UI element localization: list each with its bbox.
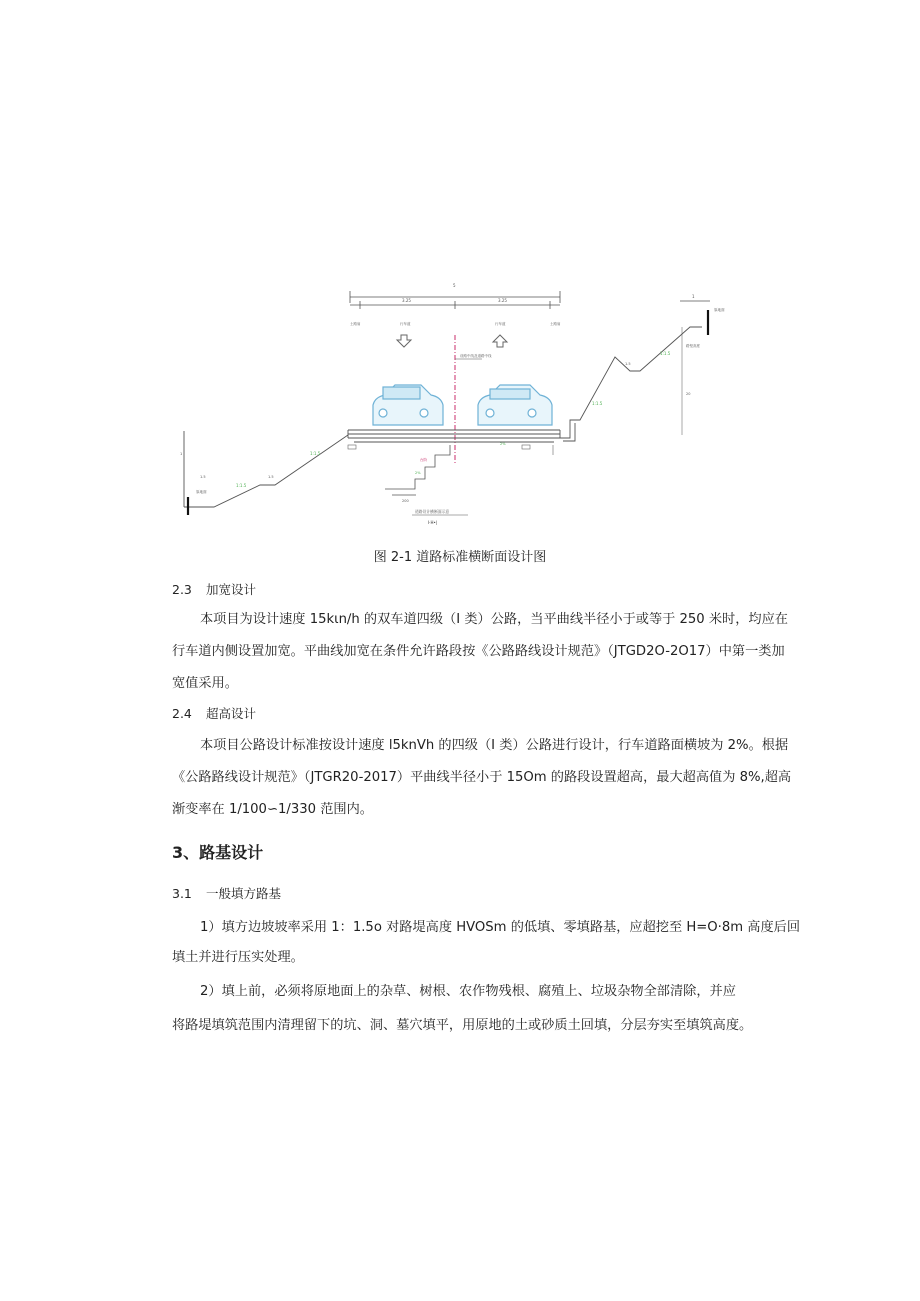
road-cross-section-figure: [170, 275, 730, 525]
item-1-line-1: 1）填方边坡坡率采用 1：1.5o 对路堤高度 HVOSm 的低填、零填路基，应超挖至 H=O·8m 高度后回: [200, 920, 801, 935]
section-title: 超高设计: [205, 706, 256, 721]
dim-total: 5: [453, 283, 456, 288]
section-2-3-heading: [172, 580, 256, 598]
lane-label-3: 行车道: [495, 322, 506, 326]
left-slope-label-2: 1:1.5: [310, 451, 321, 456]
item-2-line-1: 2）填上前，必须将原地面上的杂草、树根、农作物残根、腐殖上、垃圾杂物全部清除，并应: [200, 984, 736, 999]
para-2-3-line-1: 本项目为设计速度 15kιn∕h 的双车道四级（I 类）公路，当平曲线半径小于或等于 250 米时，均应在: [200, 612, 788, 627]
lane-label-1: 土路肩: [350, 322, 361, 326]
right-slope-label-1: 1:1.5: [592, 401, 603, 406]
para-2-3-line-2: 行车道内侧设置加宽。平曲线加宽在条件允许路段按《公路路线设计规范》（JTGD2O-2O17）中第一类加: [172, 644, 785, 659]
section-number: 3.1: [172, 886, 192, 901]
car-right-icon: [478, 385, 552, 425]
right-height-label: 路堑高度: [686, 344, 700, 348]
para-2-3-line-3: 宽值采用。: [172, 676, 238, 691]
section-number: 2.3: [172, 582, 192, 597]
para-2-4-line-1: 本项目公路设计标准按设计速度 l5knVh 的四级（I 类）公路进行设计，行车道路面横坡为 2%。根据: [200, 738, 789, 753]
left-berm-dim: 1.5: [268, 475, 274, 479]
figure-caption: 图 2-1 道路标准横断面设计图: [373, 550, 547, 565]
item-1-line-2: 填土并进行压实处理。: [172, 950, 304, 965]
figure-bottom-label: 道路设计横断面示意: [415, 509, 450, 514]
section-title: 加宽设计: [205, 582, 256, 597]
pavement-layers: [348, 430, 560, 442]
left-ground-label: 原地面: [196, 490, 207, 494]
right-berm-dim: 1.5: [625, 362, 631, 366]
section-title: 一般填方路基: [205, 886, 281, 901]
dim-lane-right: 3.25: [498, 298, 507, 303]
dim-right-shoulder: 1: [692, 294, 695, 299]
dim-lane-left: 3.25: [402, 298, 411, 303]
direction-arrows: [397, 335, 507, 347]
lane-label-2: 行车道: [400, 322, 411, 326]
section-3-1-heading: [172, 884, 281, 902]
left-width-dim: 1.5: [200, 475, 206, 479]
right-slope-label-2: 1:1.5: [660, 351, 671, 356]
right-cut-slope: [560, 327, 702, 441]
step-dim: 200: [402, 499, 409, 503]
left-slope-label-1: 1:1.5: [236, 483, 247, 488]
para-2-4-line-2: 《公路路线设计规范》（JTGR20-2017）平曲线半径小于 15Om 的路段设置超高，最大超高值为 8%,超高: [172, 770, 792, 785]
item-2-line-2: 将路堤填筑范围内清理留下的坑、洞、墓穴填平，用原地的土或砂质土回填，分层夯实至填筑高度。: [172, 1018, 753, 1033]
centerline-label: 设路中线及道路中线: [460, 354, 492, 358]
slope-2pct-a: 2%: [415, 471, 421, 475]
para-2-4-line-3: 渐变率在 1/100∽1/330 范围内。: [172, 802, 373, 817]
excavation-steps: [385, 445, 450, 495]
lane-label-4: 土路肩: [550, 322, 561, 326]
car-left-icon: [373, 385, 443, 425]
left-fill-slope: [184, 431, 348, 507]
step-label: 台阶: [420, 458, 427, 462]
right-ground-label: 原地面: [714, 308, 725, 312]
figure-sub-caption: I·H•|: [428, 520, 438, 525]
pavement-drains: [348, 445, 553, 455]
section-2-4-heading: [172, 704, 256, 722]
left-height-dim: 1: [180, 452, 183, 456]
right-height-dim: 20: [686, 392, 691, 396]
slope-2pct-b: 2%: [500, 442, 506, 446]
chapter-3-title: 3、路基设计: [172, 843, 264, 862]
section-number: 2.4: [172, 706, 192, 721]
